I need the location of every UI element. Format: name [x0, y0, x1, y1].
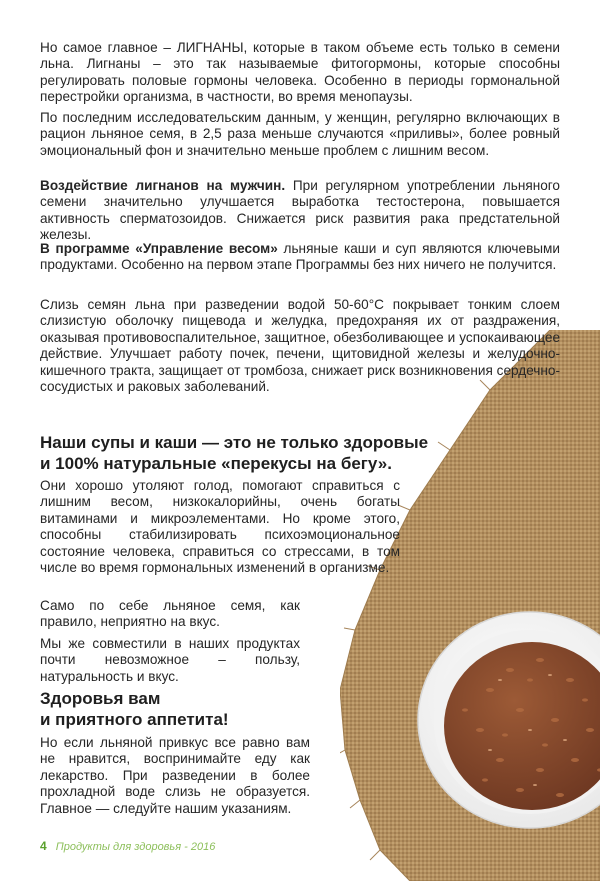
soups-paragraph: Они хорошо утоляют голод, помогают справиться с лишним весом, низкокалорийны, очень богаты витаминами и микроэлементами. Но кроме этого, способны стабилизировать психоэмоциональное состояние человека, справиться со стрессами, в том числе во время гормональных изменений в организме.: [40, 478, 400, 576]
men-effect-lead: Воздействие лигнанов на мужчин.: [40, 178, 286, 193]
research-paragraph: По последним исследовательским данным, у женщин, регулярно включающих в рацион льняное семя, в 2,5 раза меньше случаются «приливы», более ровный эмоциональный фон и значительно меньше проблем с лишним весом.: [40, 110, 560, 158]
program-text: льняные каши и суп являются ключевыми продуктами. Особенно на первом этапе Программы без них ничего не получится.: [40, 241, 560, 273]
mucus-paragraph: Слизь семян льна при разведении водой 50-60°С покрывает тонким слоем слизистую оболочку пищевода и желудка, предохраняя их от раздражения, оказывая противовоспалительное, защитное, обезболивающее и успокаивающее действие. Улучшает работу почек, печени, щитовидной железы и желудочно-кишечного тракта, защищает от тромбоза, снижает риск возникновения сердечно-сосудистых и раковых заболеваний.: [40, 297, 560, 395]
health-heading-line-1: Здоровья вам: [40, 689, 161, 708]
combined-paragraph: Мы же совместили в наших продуктах почти невозможное – пользу, натуральность и вкус.: [40, 636, 300, 684]
men-effect-paragraph: [40, 178, 560, 244]
program-lead: В программе «Управление весом»: [40, 241, 278, 256]
program-paragraph: [40, 241, 560, 274]
lignans-paragraph: Но самое главное – ЛИГНАНЫ, которые в таком объеме есть только в семени льна. Лигнаны – это так называемые фитогормоны, которые способны регулировать половые гормоны человека. Особенно в периоды гормональной перестройки организма, в частности, во время менопаузы.: [40, 40, 560, 105]
advice-paragraph: Но если льняной привкус все равно вам не нравится, воспринимайте еду как лекарство. При разведении в более прохладной воде слизь не образуется. Главное — следуйте нашим указаниям.: [40, 735, 310, 816]
health-heading-line-2: и приятного аппетита!: [40, 710, 229, 729]
page-number: 4: [40, 839, 47, 853]
men-effect-text: При регулярном употреблении льняного семени значительно улучшается выработка тестостерона, повышается активность сперматозоидов. Снижается риск развития рака предстательной железы.: [40, 178, 560, 243]
taste-paragraph: Само по себе льняное семя, как правило, неприятно на вкус.: [40, 598, 300, 630]
burlap-flaxseed-bowl-image: [340, 330, 600, 881]
health-heading: [40, 688, 340, 730]
soups-heading: [40, 432, 580, 474]
publication-title: Продукты для здоровья - 2016: [55, 841, 216, 853]
soups-heading-line-1: Наши супы и каши — это не только здоровые: [40, 433, 429, 452]
soups-heading-line-2: и 100% натуральные «перекусы на бегу».: [40, 454, 392, 473]
page-footer: [40, 839, 215, 854]
